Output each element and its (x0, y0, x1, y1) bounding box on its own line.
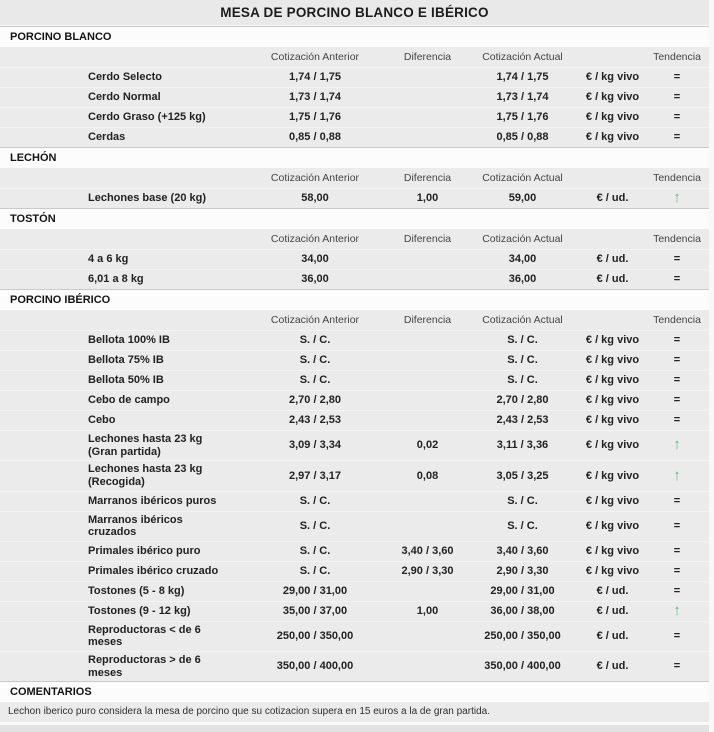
cotizacion-actual-value: 3,40 / 3,60 (496, 545, 549, 558)
unit-label: € / kg vivo (585, 131, 640, 144)
table-row (0, 511, 709, 541)
cotizacion-anterior-value: 350,00 / 400,00 (276, 660, 354, 673)
trend-equal-icon: = (673, 91, 681, 104)
table-row (0, 460, 709, 490)
cotizacion-anterior-value: S. / C. (299, 374, 331, 387)
trend-cell (645, 466, 709, 484)
unit-label: € / kg vivo (585, 519, 640, 532)
trend-cell (645, 273, 709, 286)
trend-cell (645, 253, 709, 266)
comments-text: Lechon iberico puro considera la mesa de porcino que su cotizacion supera en 15 euros a la de gran partida. (8, 706, 490, 718)
trend-up-icon: ↑ (673, 436, 681, 454)
table-row (0, 430, 709, 460)
section-header-comentarios (0, 681, 709, 702)
trend-equal-icon: = (673, 660, 681, 673)
cotizacion-anterior-value: 1,75 / 1,76 (289, 111, 341, 124)
trend-cell (645, 354, 709, 367)
column-header-diferencia: Diferencia (403, 50, 452, 63)
table-row (0, 491, 709, 511)
cotizacion-anterior-value: 29,00 / 31,00 (282, 585, 348, 598)
column-header-actual: Cotización Actual (482, 232, 563, 245)
row-label: Bellota 50% IB (88, 374, 164, 387)
diferencia-value: 3,40 / 3,60 (401, 545, 454, 558)
row-label: Cerdas (88, 131, 126, 144)
trend-equal-icon: = (673, 111, 681, 124)
cotizacion-actual-value: 59,00 (508, 192, 537, 205)
row-label: Cerdo Normal (88, 91, 161, 104)
trend-cell (645, 545, 709, 558)
cotizacion-anterior-value: 34,00 (301, 253, 329, 266)
trend-up-icon: ↑ (673, 189, 681, 207)
trend-equal-icon: = (673, 545, 681, 558)
cotizacion-actual-value: S. / C. (507, 354, 538, 367)
trend-equal-icon: = (673, 354, 681, 367)
unit-label: € / ud. (596, 630, 629, 643)
cotizacion-actual-value: 36,00 (508, 273, 537, 286)
trend-equal-icon: = (673, 71, 681, 84)
trend-cell (645, 191, 709, 206)
cotizacion-actual-value: 350,00 / 400,00 (484, 660, 561, 673)
cotizacion-anterior-value: S. / C. (299, 334, 331, 347)
cotizacion-anterior-value: 2,70 / 2,80 (289, 394, 341, 407)
cotizacion-anterior-value: S. / C. (299, 494, 331, 507)
unit-label: € / ud. (596, 605, 629, 618)
column-header-row (0, 310, 709, 330)
trend-cell (645, 438, 709, 453)
cotizacion-actual-value: 36,00 / 38,00 (490, 605, 555, 618)
cotizacion-actual-value: 1,75 / 1,76 (496, 111, 549, 124)
table-row (0, 249, 709, 269)
unit-label: € / ud. (596, 660, 629, 673)
row-label: Lechones hasta 23 kg (Gran partida) (88, 433, 203, 458)
section-title: PORCINO BLANCO (10, 31, 112, 43)
column-header-tendencia: Tendencia (653, 50, 701, 63)
trend-cell (645, 520, 709, 533)
unit-label: € / ud. (596, 585, 629, 598)
unit-label: € / kg vivo (585, 469, 640, 482)
cotizacion-actual-value: 2,70 / 2,80 (496, 394, 549, 407)
unit-label: € / kg vivo (585, 545, 640, 558)
table-row (0, 541, 709, 561)
trend-up-icon: ↑ (673, 466, 681, 484)
table-row (0, 269, 709, 289)
table-row (0, 561, 709, 581)
row-label: Bellota 100% IB (88, 334, 170, 347)
comments-body (0, 702, 709, 722)
cotizacion-actual-value: 2,43 / 2,53 (496, 414, 549, 427)
unit-label: € / kg vivo (585, 394, 640, 407)
diferencia-value: 0,02 (416, 439, 439, 452)
unit-label: € / kg vivo (585, 414, 640, 427)
trend-equal-icon: = (673, 585, 681, 598)
trend-cell (645, 71, 709, 84)
cotizacion-anterior-value: S. / C. (299, 545, 331, 558)
cotizacion-actual-value: 1,73 / 1,74 (496, 91, 549, 104)
row-label: Cebo (88, 414, 116, 427)
table-row (0, 107, 709, 127)
trend-cell (645, 374, 709, 387)
diferencia-value: 1,00 (416, 192, 439, 205)
row-label: Marranos ibéricos puros (88, 494, 217, 507)
row-label: 6,01 a 8 kg (88, 273, 144, 286)
section-header-porcino-iberico (0, 289, 709, 310)
row-label: Lechones base (20 kg) (88, 192, 206, 205)
table-row (0, 127, 709, 147)
diferencia-value: 2,90 / 3,30 (401, 565, 454, 578)
cotizacion-actual-value: S. / C. (507, 519, 538, 532)
trend-equal-icon: = (673, 565, 681, 578)
cotizacion-anterior-value: 1,74 / 1,75 (289, 71, 341, 84)
trend-cell (645, 565, 709, 578)
unit-label: € / kg vivo (585, 91, 640, 104)
section-title: TOSTÓN (10, 213, 56, 225)
comments-heading: COMENTARIOS (10, 686, 92, 699)
cotizacion-anterior-value: S. / C. (299, 519, 331, 532)
trend-equal-icon: = (673, 630, 681, 643)
cotizacion-anterior-value: 35,00 / 37,00 (282, 605, 348, 618)
cotizacion-anterior-value: 2,43 / 2,53 (289, 414, 341, 427)
row-label: Cerdo Selecto (88, 71, 162, 84)
cotizacion-anterior-value: 1,73 / 1,74 (289, 91, 341, 104)
trend-up-icon: ↑ (673, 602, 681, 620)
trend-cell (645, 414, 709, 427)
unit-label: € / kg vivo (585, 494, 640, 507)
trend-equal-icon: = (673, 519, 681, 532)
trend-cell (645, 91, 709, 104)
row-label: Primales ibérico puro (88, 545, 201, 558)
section-title: PORCINO IBÉRICO (10, 294, 111, 306)
table-row (0, 330, 709, 350)
cotizacion-actual-value: 3,05 / 3,25 (496, 469, 549, 482)
column-header-tendencia: Tendencia (653, 313, 701, 326)
column-header-anterior: Cotización Anterior (270, 171, 360, 184)
table-row (0, 87, 709, 107)
diferencia-value: 1,00 (416, 605, 439, 618)
row-label: Reproductoras < de 6 meses (88, 623, 201, 649)
unit-label: € / kg vivo (585, 111, 640, 124)
unit-label: € / kg vivo (585, 354, 640, 367)
trend-cell (645, 495, 709, 508)
section-header-porcino-blanco (0, 26, 709, 47)
trend-equal-icon: = (673, 253, 681, 266)
table-row (0, 67, 709, 87)
cotizacion-actual-value: 29,00 / 31,00 (490, 585, 555, 598)
column-header-label (0, 176, 240, 180)
cotizacion-actual-value: 250,00 / 350,00 (484, 630, 561, 643)
table-row (0, 350, 709, 370)
column-header-row (0, 47, 709, 67)
table-row (0, 188, 709, 208)
column-header-diferencia: Diferencia (403, 313, 452, 326)
column-header-diferencia: Diferencia (403, 232, 452, 245)
row-label: Tostones (5 - 8 kg) (88, 585, 185, 598)
row-label: Cebo de campo (88, 394, 170, 407)
cotizacion-actual-value: 34,00 (508, 253, 537, 266)
cotizacion-anterior-value: S. / C. (299, 565, 331, 578)
table-row (0, 621, 709, 651)
trend-cell (645, 660, 709, 673)
cotizacion-anterior-value: 36,00 (301, 273, 329, 286)
trend-equal-icon: = (673, 334, 681, 347)
column-header-actual: Cotización Actual (482, 313, 563, 326)
cotizacion-actual-value: S. / C. (507, 334, 538, 347)
trend-equal-icon: = (673, 131, 681, 144)
column-header-tendencia: Tendencia (653, 232, 701, 245)
column-header-row (0, 168, 709, 188)
trend-cell (645, 394, 709, 407)
trend-cell (645, 111, 709, 124)
trend-equal-icon: = (673, 394, 681, 407)
row-label: 4 a 6 kg (88, 253, 129, 266)
unit-label: € / ud. (596, 273, 629, 286)
cotizacion-actual-value: 3,11 / 3,36 (496, 439, 549, 452)
trend-cell (645, 334, 709, 347)
unit-label: € / ud. (596, 192, 629, 205)
row-label: Bellota 75% IB (88, 354, 164, 367)
table-row (0, 370, 709, 390)
unit-label: € / kg vivo (585, 71, 640, 84)
section-title: LECHÓN (10, 152, 57, 164)
trend-cell (645, 630, 709, 643)
row-label: Lechones hasta 23 kg (Recogida) (88, 463, 203, 488)
trend-cell (645, 585, 709, 598)
column-header-label (0, 318, 240, 322)
trend-equal-icon: = (673, 494, 681, 507)
cotizacion-anterior-value: 3,09 / 3,34 (289, 439, 341, 452)
column-header-tendencia: Tendencia (653, 171, 701, 184)
trend-cell (645, 131, 709, 144)
column-header-label (0, 55, 240, 59)
column-header-anterior: Cotización Anterior (270, 313, 360, 326)
section-header-lechon (0, 147, 709, 168)
column-header-row (0, 229, 709, 249)
row-label: Cerdo Graso (+125 kg) (88, 111, 206, 124)
page-title: MESA DE PORCINO BLANCO E IBÉRICO (220, 5, 489, 20)
table-row (0, 601, 709, 621)
cotizacion-anterior-value: 2,97 / 3,17 (289, 469, 341, 482)
cotizacion-actual-value: 0,85 / 0,88 (496, 131, 549, 144)
unit-label: € / kg vivo (585, 565, 640, 578)
column-header-actual: Cotización Actual (482, 171, 563, 184)
trend-equal-icon: = (673, 273, 681, 286)
cotizacion-anterior-value: S. / C. (299, 354, 331, 367)
unit-label: € / kg vivo (585, 334, 640, 347)
row-label: Primales ibérico cruzado (88, 565, 219, 578)
trend-equal-icon: = (673, 414, 681, 427)
column-header-anterior: Cotización Anterior (270, 232, 360, 245)
cotizacion-anterior-value: 58,00 (301, 192, 329, 205)
column-header-diferencia: Diferencia (403, 171, 452, 184)
table-row (0, 390, 709, 410)
trend-equal-icon: = (673, 374, 681, 387)
row-label: Reproductoras > de 6 meses (88, 654, 201, 679)
cotizacion-actual-value: 1,74 / 1,75 (496, 71, 549, 84)
unit-label: € / kg vivo (585, 439, 640, 452)
diferencia-value: 0,08 (416, 469, 439, 482)
unit-label: € / ud. (596, 253, 629, 266)
cotizacion-actual-value: S. / C. (507, 494, 538, 507)
sections-container (0, 26, 709, 681)
cotizacion-actual-value: 2,90 / 3,30 (496, 565, 549, 578)
title-bar (0, 0, 709, 25)
row-label: Marranos ibéricos cruzados (88, 513, 183, 539)
table-row (0, 581, 709, 601)
table-row (0, 651, 709, 681)
table-row (0, 410, 709, 430)
unit-label: € / kg vivo (585, 374, 640, 387)
column-header-actual: Cotización Actual (482, 50, 563, 63)
column-header-anterior: Cotización Anterior (270, 50, 360, 63)
trend-cell (645, 604, 709, 619)
section-header-toston (0, 208, 709, 229)
cotizacion-anterior-value: 0,85 / 0,88 (289, 131, 341, 144)
row-label: Tostones (9 - 12 kg) (88, 605, 191, 618)
bottom-strip (0, 725, 709, 732)
cotizacion-actual-value: S. / C. (507, 374, 538, 387)
column-header-label (0, 237, 240, 241)
cotizacion-anterior-value: 250,00 / 350,00 (276, 630, 354, 643)
